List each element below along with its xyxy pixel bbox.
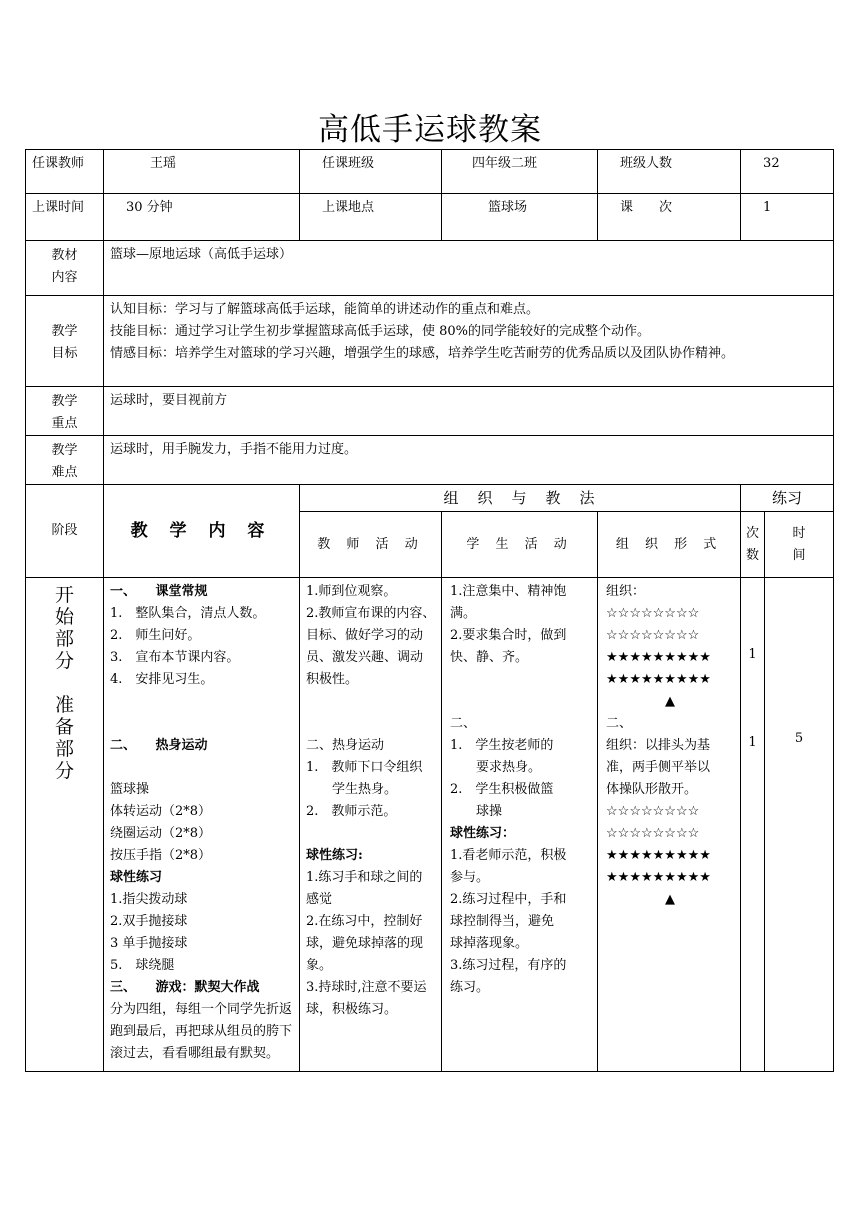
teacher-line: 二、热身运动 (306, 738, 385, 753)
content-line: 1. 整队集合，清点人数。 (110, 606, 266, 621)
key-label: 教学 重点 (26, 387, 104, 436)
teacher-line: 学生热身。 (306, 782, 398, 797)
form-line: 二、 (606, 716, 633, 731)
teacher-line: 球性练习: (306, 848, 363, 863)
content-line: 三、 游戏：默契大作战 (110, 980, 260, 995)
content-line: 分为四组，每组一个同学先折返 (110, 1002, 293, 1017)
student-line: 球掉落现象。 (450, 936, 529, 951)
time-label: 上课时间 (26, 194, 104, 241)
stage-char: 分 (54, 650, 74, 672)
teacher-value: 王瑶 (104, 150, 300, 194)
content-line: 跑到最后，再把球从组员的胯下 (110, 1024, 293, 1039)
count-label: 班级人数 (598, 150, 741, 194)
times-value: 1 (748, 647, 757, 662)
teacher-line: 1. 教师下口令组织 (306, 760, 423, 775)
teacher-line: 2.在练习中，控制好 (306, 914, 423, 929)
form-header: 组 织 形 式 (598, 512, 741, 578)
teacher-position-icon: ▲ (665, 892, 676, 907)
student-line: 球操 (450, 804, 503, 819)
session-value: 1 (741, 194, 834, 241)
lesson-plan-table (25, 149, 834, 1072)
material-text: 篮球—原地运球（高低手运球） (104, 241, 834, 296)
content-line: 3. 宣布本节课内容。 (110, 650, 240, 665)
teacher-line: 1.练习手和球之间的 (306, 870, 423, 885)
stage-cell (26, 578, 104, 1072)
stage-char: 准 (54, 694, 74, 716)
difficulty-text: 运球时，用手腕发力，手指不能用力过度。 (104, 436, 834, 485)
formation-filled-stars: ★★★★★★★★★ (606, 848, 711, 863)
formation-filled-stars: ★★★★★★★★★ (606, 672, 711, 687)
student-line: 快、静、齐。 (450, 650, 529, 665)
form-line: 准，两手侧平举以 (606, 760, 711, 775)
student-line: 1. 学生按老师的 (450, 738, 554, 753)
student-line: 练习。 (450, 980, 490, 995)
content-line: 2. 师生问好。 (110, 628, 201, 643)
student-activity-header: 学 生 活 动 (442, 512, 598, 578)
teacher-line: 球，避免球掉落的现 (306, 936, 424, 951)
content-line: 4. 安排见习生。 (110, 672, 214, 687)
teacher-line: 员、激发兴趣、调动 (306, 650, 424, 665)
teacher-line (306, 713, 437, 735)
session-label: 课 次 (598, 194, 741, 241)
goal-cognitive: 认知目标：学习与了解篮球高低手运球，能简单的讲述动作的重点和难点。 (110, 302, 540, 317)
form-line: 组织： (606, 584, 646, 599)
duration-value: 5 (794, 731, 804, 746)
times-value: 1 (748, 735, 757, 750)
teacher-line (306, 823, 437, 845)
teacher-line: 1.师到位观察。 (306, 584, 397, 599)
student-line: 球性练习： (450, 826, 516, 841)
teacher-line: 球，积极练习。 (306, 1002, 398, 1017)
content-line: 球性练习 (110, 870, 163, 885)
goals-label: 教学 目标 (26, 296, 104, 387)
teacher-line: 积极性。 (306, 672, 359, 687)
student-line: 2.练习过程中，手和 (450, 892, 567, 907)
formation-hollow-stars: ☆☆☆☆☆☆☆☆ (606, 826, 700, 841)
goal-affective: 情感目标：培养学生对篮球的学习兴趣，增强学生的球感，培养学生吃苦耐劳的优秀品质以及团队协作精神。 (110, 346, 735, 361)
material-label: 教材 内容 (26, 241, 104, 296)
duration-header: 时 间 (765, 512, 834, 578)
student-line: 要求热身。 (450, 760, 542, 775)
teacher-line: 2. 教师示范。 (306, 804, 397, 819)
goal-skill: 技能目标：通过学习让学生初步掌握篮球高低手运球，使 80%的同学能较好的完成整个动作。 (110, 324, 651, 339)
times-cell (741, 578, 765, 1072)
stage-char: 分 (54, 760, 74, 782)
content-line: 5. 球绕腿 (110, 958, 175, 973)
formation-hollow-stars: ☆☆☆☆☆☆☆☆ (606, 606, 700, 621)
student-line: 满。 (450, 606, 477, 621)
content-cell (104, 578, 300, 1072)
teacher-label: 任课教师 (26, 150, 104, 194)
stage-char: 部 (54, 738, 74, 760)
goals-text (104, 296, 834, 387)
formation-hollow-stars: ☆☆☆☆☆☆☆☆ (606, 804, 700, 819)
place-value: 篮球场 (442, 194, 598, 241)
content-line: 1.指尖拨动球 (110, 892, 188, 907)
student-line: 2. 学生积极做篮 (450, 782, 554, 797)
times-header: 次 数 (741, 512, 765, 578)
count-value: 32 (741, 150, 834, 194)
time-value: 30 分钟 (104, 194, 300, 241)
content-line: 滚过去，看看哪组最有默契。 (110, 1046, 280, 1061)
content-line: 二、 热身运动 (110, 738, 208, 753)
content-line: 按压手指（2*8） (110, 848, 212, 863)
teacher-line: 2.教师宣布课的内容、 (306, 606, 436, 621)
content-header: 教 学 内 容 (104, 485, 300, 578)
student-line: 1.注意集中、精神饱 (450, 584, 567, 599)
student-line: 二、 (450, 716, 477, 731)
place-label: 上课地点 (300, 194, 442, 241)
formation-hollow-stars: ☆☆☆☆☆☆☆☆ (606, 628, 700, 643)
student-line: 3.练习过程，有序的 (450, 958, 567, 973)
content-line (110, 757, 293, 779)
student-activity-cell (442, 578, 598, 1072)
teacher-line: 象。 (306, 958, 333, 973)
content-line: 2.双手抛接球 (110, 914, 188, 929)
content-line: 3 单手抛接球 (110, 936, 188, 951)
student-line: 2.要求集合时，做到 (450, 628, 567, 643)
student-line (450, 669, 593, 691)
teacher-line: 3.持球时,注意不要运 (306, 980, 427, 995)
org-header: 组 织 与 教 法 (300, 485, 741, 512)
teacher-line: 目标、做好学习的动 (306, 628, 424, 643)
stage-char: 部 (54, 628, 74, 650)
stage-char: 备 (54, 716, 74, 738)
stage-header: 阶段 (26, 485, 104, 578)
student-line: 1.看老师示范，积极 (450, 848, 567, 863)
content-line: 一、 课堂常规 (110, 584, 208, 599)
form-cell (598, 578, 741, 1072)
content-line (110, 691, 293, 713)
teacher-line: 感觉 (306, 892, 333, 907)
formation-filled-stars: ★★★★★★★★★ (606, 870, 711, 885)
practice-header: 练习 (741, 485, 834, 512)
key-text: 运球时，要目视前方 (104, 387, 834, 436)
class-label: 任课班级 (300, 150, 442, 194)
formation-filled-stars: ★★★★★★★★★ (606, 650, 711, 665)
class-value: 四年级二班 (442, 150, 598, 194)
form-line: 组织：以排头为基 (606, 738, 711, 753)
teacher-line (306, 691, 437, 713)
content-line (110, 713, 293, 735)
teacher-activity-cell (300, 578, 442, 1072)
teacher-position-icon: ▲ (665, 694, 676, 709)
student-line: 球控制得当，避免 (450, 914, 555, 929)
difficulty-label: 教学 难点 (26, 436, 104, 485)
content-line: 绕圈运动（2*8） (110, 826, 212, 841)
stage-char: 开 (54, 584, 74, 606)
student-line (450, 691, 593, 713)
form-line: 体操队形散开。 (606, 782, 698, 797)
page-title: 高低手运球教案 (318, 112, 542, 148)
student-line: 参与。 (450, 870, 490, 885)
teacher-activity-header: 教 师 活 动 (300, 512, 442, 578)
stage-char: 始 (54, 606, 74, 628)
content-line: 体转运动（2*8） (110, 804, 212, 819)
content-line: 篮球操 (110, 782, 150, 797)
duration-cell (765, 578, 834, 1072)
